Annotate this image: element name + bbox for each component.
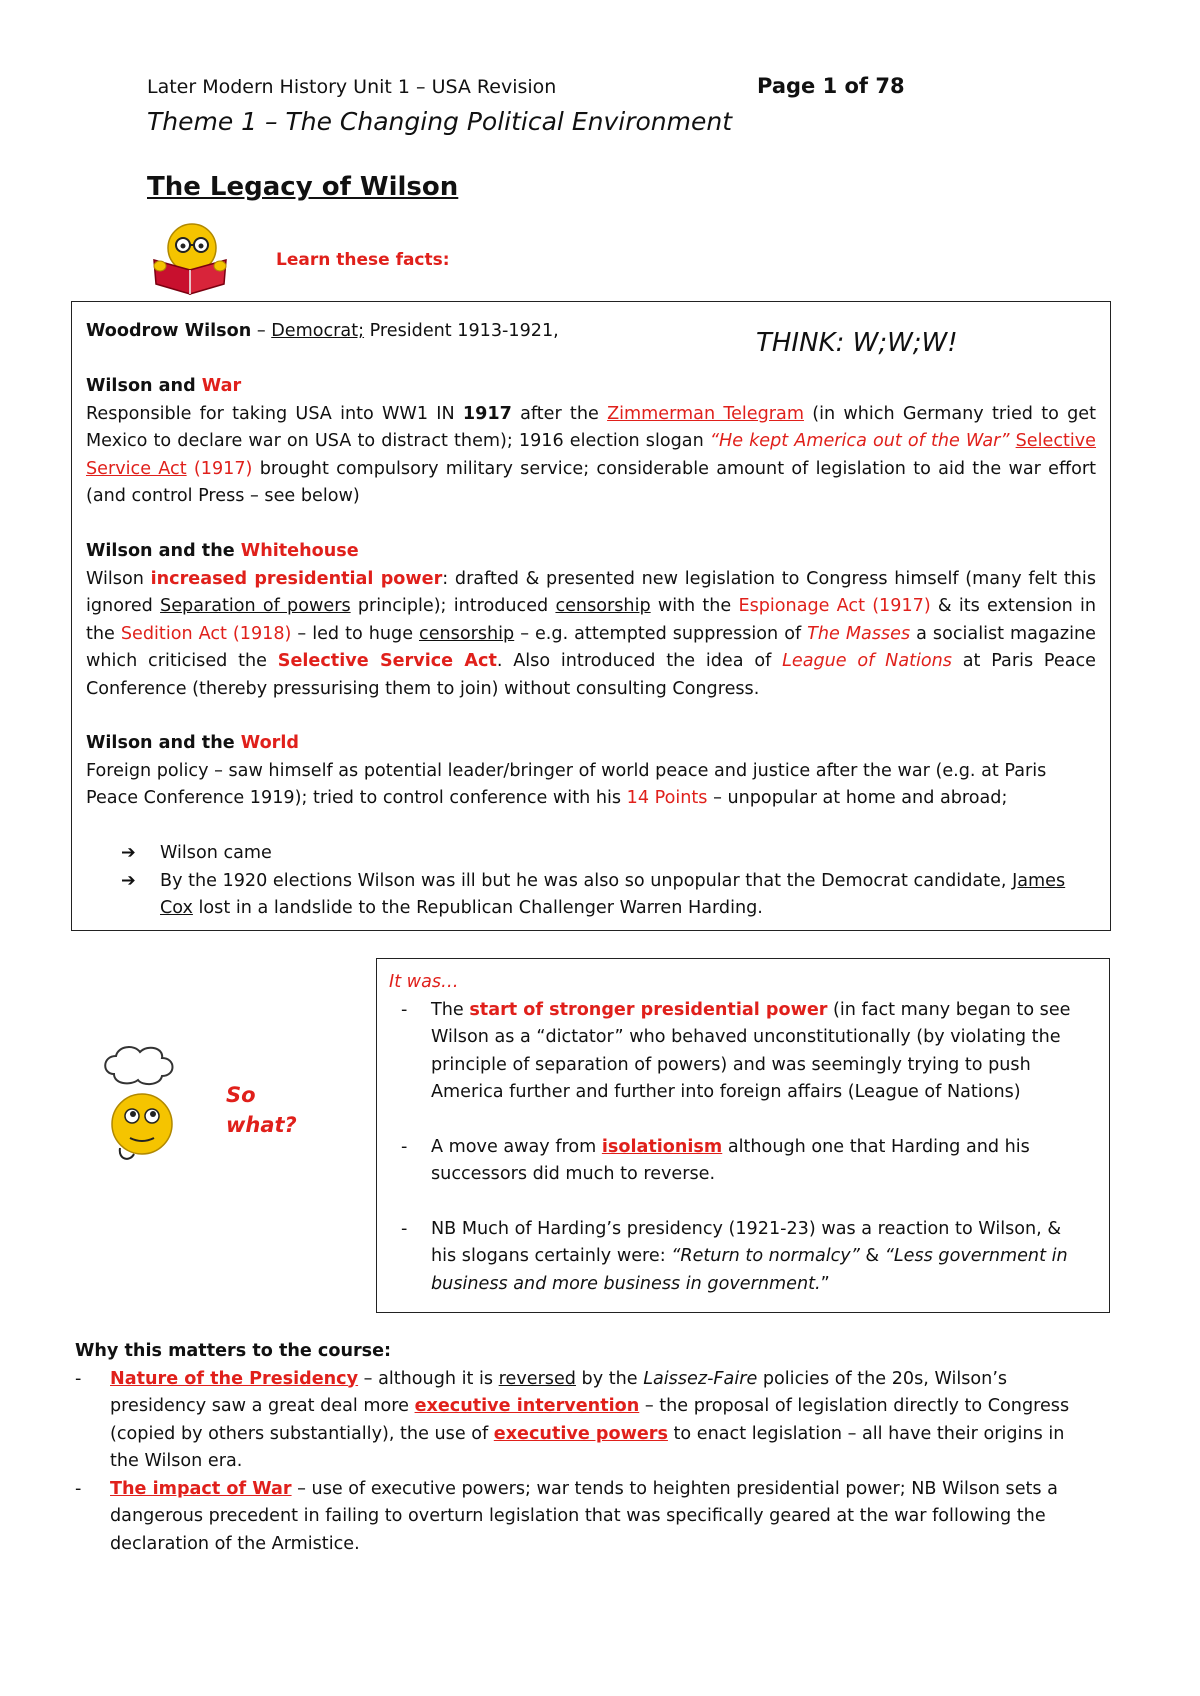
wilson-name: Woodrow Wilson	[86, 321, 252, 341]
heading-war: Wilson and War	[86, 376, 242, 396]
slogan: “He kept America out of the War”	[709, 431, 1010, 451]
list-item: - Nature of the Presidency – although it is reversed by the Laissez-Faire policies of the 20s, Wilson’s presidency saw a great deal more executive intervention – the proposal of legislation directly to Congress (copied by others substantially), the use of executive powers to enact legislation – all have their origins in the Wilson era.	[75, 1368, 1070, 1471]
list-item: - The impact of War – use of executive powers; war tends to heighten presidential power; NB Wilson sets a dangerous precedent in failing to overturn legislation that was specifically geared at the war following the declaration of the Armistice.	[75, 1478, 1058, 1554]
learn-label: Learn these facts:	[276, 250, 450, 270]
list-item: - The start of stronger presidential power (in fact many began to see Wilson as a “dictator” who behaved unconstitutionally (by violating the principle of separation of powers) and was seemingly trying to push America further and further into foreign affairs (League of Nations)	[401, 999, 1071, 1102]
world-text: Foreign policy – saw himself as potential leader/bringer of world peace and justice after the war (e.g. at Paris Peace Conference 1919); tried to control conference with his 14 Points – unpopular at home and abroad;	[86, 760, 1047, 808]
thinking-smiley-icon	[100, 1044, 192, 1164]
reading-smiley-icon	[150, 218, 230, 296]
heading-whitehouse: Wilson and the Whitehouse	[86, 541, 359, 561]
section-war	[86, 373, 1096, 511]
theme-title: Theme 1 – The Changing Political Environment	[147, 107, 733, 136]
whitehouse-text: Wilson increased presidential power: drafted & presented new legislation to Congress himself (many felt this ignored Separation of powers principle); introduced censorship with the Espionage Act (1917) & its extension in the Sedition Act (1918) – led to huge censorship – e.g. attempted suppression of The Masses a socialist magazine which criticised the Selective Service Act. Also introduced the idea of League of Nations at Paris Peace Conference (thereby pressurising them to join) without consulting Congress.	[86, 568, 1097, 699]
zimmerman-link: Zimmerman Telegram	[607, 403, 804, 424]
it-was-content	[389, 969, 1087, 1298]
why-heading: Why this matters to the course:	[75, 1341, 392, 1361]
think-note: THINK: W;W;W!	[756, 328, 958, 358]
war-text: Responsible for taking USA into WW1 IN 1917 after the Zimmerman Telegram (in which Germany tried to get Mexico to declare war on USA to distract them); 1916 election slogan “He kept America out of the War” Selective Service Act (1917) brought compulsory military service; considerable amount of legislation to aid the war effort (and control Press – see below)	[86, 403, 1097, 506]
page-title: The Legacy of Wilson	[147, 172, 459, 202]
intro-line: Woodrow Wilson – Democrat; President 1913-1921, THINK: W;W;W!	[86, 321, 958, 358]
arrow-icon: ➔	[121, 843, 136, 863]
list-item: - A move away from isolationism although one that Harding and his successors did much to reverse.	[401, 1136, 1030, 1184]
consequence-list	[86, 840, 1096, 923]
page-number: Page 1 of 78	[757, 74, 905, 98]
running-header: Later Modern History Unit 1 – USA Revision	[147, 76, 557, 98]
why-section	[75, 1338, 1075, 1558]
list-item: ➔ By the 1920 elections Wilson was ill but he was also so unpopular that the Democrat candidate, James Cox lost in a landslide to the Republican Challenger Warren Harding.	[86, 868, 1096, 923]
it-was-heading: It was…	[389, 972, 459, 992]
ssa-link: Selective Service Act	[86, 431, 1097, 479]
party: Democrat;	[271, 321, 365, 341]
section-world	[86, 730, 1096, 813]
so-what-label: So what?	[226, 1083, 297, 1137]
heading-world: Wilson and the World	[86, 733, 299, 753]
list-item: ➔ Wilson came	[86, 840, 1096, 868]
list-item: - NB Much of Harding’s presidency (1921-23) was a reaction to Wilson, & his slogans certainly were: “Return to normalcy” & “Less government in business and more business in government.”	[401, 1218, 1068, 1294]
facts-box	[71, 301, 1111, 931]
arrow-icon: ➔	[121, 870, 136, 891]
section-whitehouse	[86, 538, 1096, 703]
it-was-box	[376, 958, 1110, 1313]
